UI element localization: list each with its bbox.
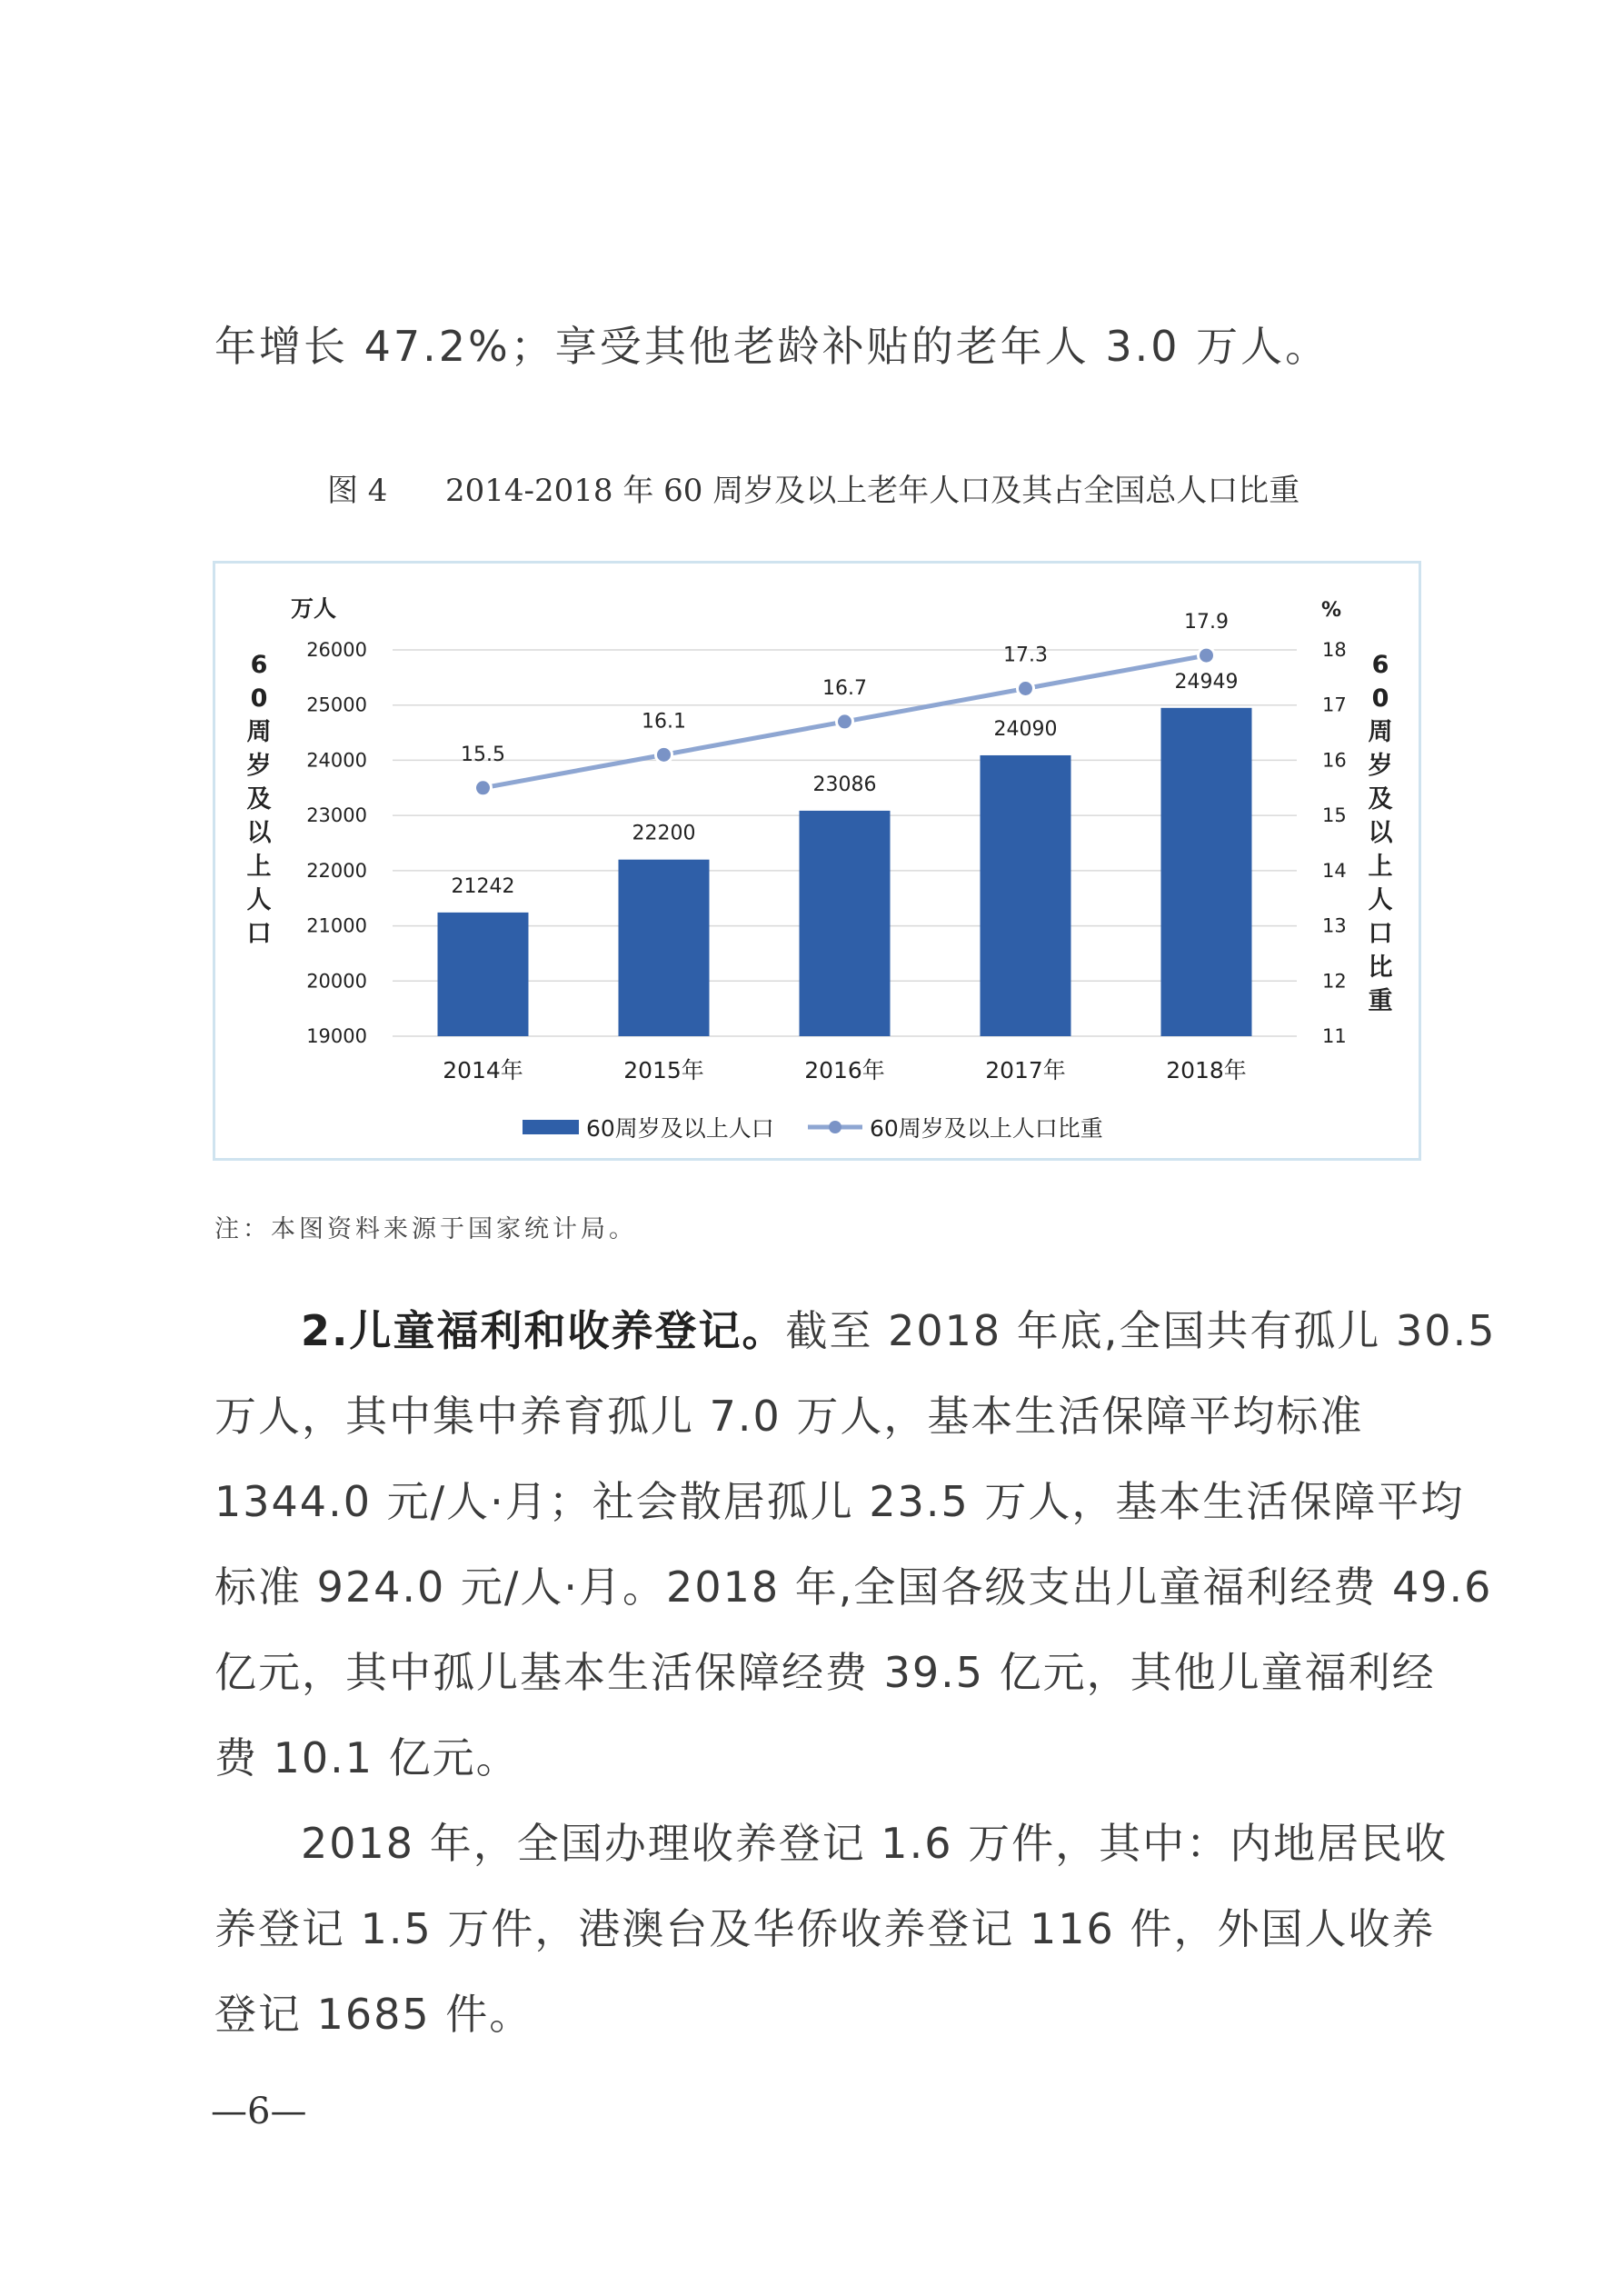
legend-bar-label: 60周岁及以上人口 (586, 1115, 774, 1142)
legend-line-marker (829, 1121, 841, 1133)
paragraph-1-line-1 (301, 1298, 1496, 1358)
legend-line-label: 60周岁及以上人口比重 (870, 1115, 1103, 1142)
category-label: 2018年 (1166, 1057, 1247, 1083)
ratio-point (837, 714, 853, 730)
chart-container (213, 561, 1421, 1161)
ratio-value-label: 17.3 (1003, 644, 1048, 667)
bar (1161, 708, 1252, 1036)
paragraph-1-line-2: 万人，其中集中养育孤儿 7.0 万人，基本生活保障平均标准 (214, 1392, 1364, 1441)
figure-note: 注：本图资料来源于国家统计局。 (214, 1215, 637, 1243)
left-tick-label: 20000 (306, 970, 367, 993)
bar (800, 811, 891, 1036)
paragraph-2-line-2: 养登记 1.5 万件，港澳台及华侨收养登记 116 件，外国人收养 (214, 1904, 1436, 1953)
left-axis-title: 6 0 周岁及以上人口 (246, 651, 272, 948)
bar (981, 755, 1071, 1036)
bar (619, 860, 710, 1036)
legend-bar-swatch (523, 1120, 579, 1134)
bar (438, 913, 529, 1036)
continued-text-line: 年增长 47.2%；享受其他老龄补贴的老年人 3.0 万人。 (214, 322, 1330, 371)
ratio-value-label: 16.7 (822, 676, 867, 700)
paragraph-2-line-3: 登记 1685 件。 (214, 1990, 533, 2039)
left-tick-label: 19000 (306, 1025, 367, 1047)
paragraph-2-line-1: 2018 年，全国办理收养登记 1.6 万件，其中：内地居民收 (301, 1819, 1449, 1868)
category-label: 2016年 (804, 1057, 885, 1083)
right-tick-label: 16 (1322, 749, 1347, 772)
paragraph-1-line-1-text: 截至 2018 年底,全国共有孤儿 30.5 (785, 1306, 1497, 1355)
figure-title: 2014-2018 年 60 周岁及以上老年人口及其占全国总人口比重 (445, 473, 1300, 509)
page-number: —6— (211, 2091, 307, 2132)
right-axis-unit: % (1320, 599, 1342, 622)
category-label: 2014年 (443, 1057, 523, 1083)
bar-value-label: 22200 (632, 822, 696, 845)
paragraph-1-line-5: 亿元，其中孤儿基本生活保障经费 39.5 亿元，其他儿童福利经 (214, 1648, 1436, 1697)
left-tick-label: 22000 (306, 859, 367, 882)
left-tick-label: 26000 (306, 639, 367, 661)
category-label: 2015年 (623, 1057, 704, 1083)
ratio-point (475, 780, 492, 796)
right-tick-label: 15 (1322, 804, 1347, 827)
left-tick-label: 21000 (306, 914, 367, 937)
ratio-point (1018, 681, 1034, 697)
paragraph-1-line-3: 1344.0 元/人·月；社会散居孤儿 23.5 万人，基本生活保障平均 (214, 1477, 1465, 1526)
left-tick-label: 23000 (306, 804, 367, 827)
right-tick-label: 13 (1322, 914, 1347, 937)
right-axis-title: 6 0 周岁及以上人口比重 (1368, 651, 1393, 1015)
figure-caption (327, 465, 1299, 510)
paragraph-1-line-6: 费 10.1 亿元。 (214, 1733, 520, 1782)
right-tick-label: 18 (1322, 639, 1347, 661)
right-tick-label: 14 (1322, 859, 1347, 882)
figure-number: 图 4 (327, 473, 388, 509)
ratio-point (1199, 647, 1215, 664)
ratio-point (656, 746, 672, 763)
ratio-value-label: 16.1 (642, 710, 686, 734)
category-label: 2017年 (985, 1057, 1066, 1083)
right-tick-label: 17 (1322, 694, 1347, 716)
right-tick-label: 11 (1322, 1025, 1347, 1047)
left-axis-unit: 万人 (290, 595, 337, 622)
section-heading: 2.儿童福利和收养登记。 (301, 1306, 786, 1355)
ratio-value-label: 15.5 (461, 743, 505, 766)
ratio-value-label: 17.9 (1184, 611, 1229, 634)
bar-value-label: 21242 (451, 874, 515, 898)
left-tick-label: 24000 (306, 749, 367, 772)
paragraph-1-line-4: 标准 924.0 元/人·月。2018 年,全国各级支出儿童福利经费 49.6 (214, 1562, 1493, 1612)
left-tick-label: 25000 (306, 694, 367, 716)
right-tick-label: 12 (1322, 970, 1347, 993)
bar-value-label: 24090 (993, 717, 1058, 741)
bar-value-label: 23086 (812, 773, 877, 796)
chart-svg (215, 564, 1419, 1158)
bar-value-label: 24949 (1174, 670, 1239, 694)
